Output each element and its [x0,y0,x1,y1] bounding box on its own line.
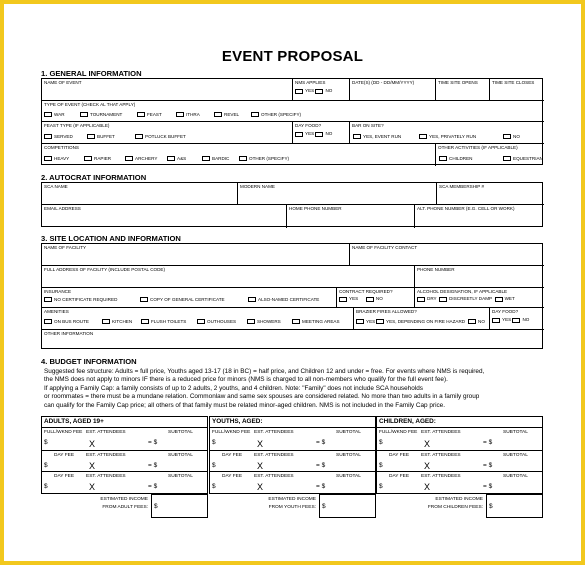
full-fee-label: FULL/WKND FEE [44,430,83,435]
nms-applies-field [293,79,350,101]
checkbox[interactable] [376,319,384,324]
dollar-sign: $ [379,483,383,490]
option-label: DISCREETLY DAMP [449,296,492,302]
other-activities-label: OTHER ACTIVITIES (IF APPLICABLE) [438,145,518,150]
dollar-sign: $ [489,503,493,510]
income-label: ESTIMATED INCOME [268,497,316,502]
home-phone-field[interactable] [287,205,415,228]
budget-column-youths [209,416,376,519]
subtotal-label: SUBTOTAL [168,430,193,435]
checkbox[interactable] [84,156,92,161]
facility-name-field[interactable] [42,244,350,266]
times-sign: X [89,439,96,449]
other-info-field[interactable] [42,330,544,350]
feast-served-option[interactable] [44,134,73,140]
yes-label: YES [305,131,315,137]
option-label: NO [478,319,485,324]
comp-archery-option[interactable] [125,156,157,162]
comp-other-option[interactable] [239,156,289,162]
option-label: SHOWERS [257,319,281,324]
dollar-sign: $ [379,439,383,446]
insurance-label: INSURANCE [44,289,72,294]
contract-label: CONTRACT REQUIRED? [339,289,393,294]
facility-contact-label: NAME OF FACILITY CONTACT [352,245,418,250]
checkbox[interactable] [214,112,222,117]
income-label: FROM ADULT FEES: [102,505,148,510]
budget-table [41,416,543,519]
budget-text-line: Suggested fee structure: Adults = full price, Youths aged 13-17 (18 in BC) = half price, and Children 12 and under = free. For events where NMS is required, [44,368,485,375]
checkbox[interactable] [135,134,143,139]
option-label: MEETING AREAS [302,319,340,324]
alt-phone-label: ALT. PHONE NUMBER (E.G. CELL OR WORK) [417,206,515,211]
option-label: WAR [54,112,65,117]
site-day-food-yes-checkbox[interactable] [492,318,500,323]
section-site-heading: 3. SITE LOCATION AND INFORMATION [41,234,181,243]
yes-label: YES [502,317,512,323]
checkbox[interactable] [248,297,256,302]
type-of-event-label: TYPE OF EVENT (CHECK AL THAT APPLY) [44,102,136,107]
alt-phone-field[interactable] [415,205,544,228]
times-sign: X [424,482,431,492]
dates-field[interactable] [350,79,436,101]
option-label: ARCHERY [135,156,158,161]
type-war-option[interactable] [44,112,65,118]
checkbox[interactable] [102,319,110,324]
checkbox[interactable] [87,134,95,139]
page-title: EVENT PROPOSAL [221,48,364,65]
email-label: EMAIL ADDRESS [44,206,81,211]
children-income-field[interactable] [486,494,543,518]
checkbox[interactable] [44,297,52,302]
bar-on-site-label: BAR ON SITE? [352,123,384,128]
option-label: YES, DEPENDING ON FIRE HAZARD [386,319,466,324]
equals-sign: = $ [148,483,158,490]
nms-yes-label: YES [305,88,315,94]
option-label: DRY [427,296,437,302]
option-label: OTHER (SPECIFY) [249,156,290,161]
contract-no-checkbox[interactable] [366,297,374,302]
full-fee-label: FULL/WKND FEE [212,430,251,435]
site-day-food-field [490,308,544,330]
checkbox[interactable] [202,156,210,161]
bar-on-site-field [350,122,544,144]
times-sign: X [257,461,264,471]
site-day-food-no-checkbox[interactable] [512,318,520,323]
amenity-outhouses-option[interactable] [197,319,236,325]
facility-address-label: FULL ADDRESS OF FACILITY (INCLUDE POSTAL CODE) [44,267,165,272]
time-opens-field[interactable] [436,79,490,101]
no-label: NO [522,317,530,323]
competitions-label: COMPETITIONS [44,145,79,150]
option-label: ITHRA [186,112,200,117]
option-label: FEAST [147,112,162,117]
no-label: NO [375,296,383,302]
feast-type-field [42,122,293,144]
times-sign: X [424,461,431,471]
est-attendees-label: EST. ATTENDEES [86,430,126,435]
facility-phone-label: PHONE NUMBER [417,267,455,272]
option-label: FLUSH TOILETS [151,319,187,324]
est-attendees-label: EST. ATTENDEES [421,474,461,479]
facility-phone-field[interactable] [415,266,544,288]
no-label: NO [325,131,333,137]
alcohol-damp-checkbox[interactable] [439,297,447,302]
option-label: YES, PRIVATELY RUN [429,134,477,139]
checkbox[interactable] [239,156,247,161]
type-tournament-option[interactable] [80,112,122,118]
checkbox[interactable] [503,156,511,161]
email-field[interactable] [42,205,287,228]
budget-text-line: If applying a Family Cap: a family consists of up to 2 adults, 2 youths, and 4 children. Note: "Family" does not include SCA households [44,384,423,392]
income-label: ESTIMATED INCOME [100,497,148,502]
est-attendees-label: EST. ATTENDEES [254,453,294,458]
contract-yes-checkbox[interactable] [339,297,347,302]
day-food-label: DAY FOOD? [295,123,322,128]
feast-type-label: FEAST TYPE (IF APPLICABLE) [44,123,110,128]
sca-name-label: SCA NAME [44,184,68,189]
budget-text-line: the NMS does not apply to minors IF there is a reduced price for minors (NMS is charged to all non-members who qualify for the full event fee). [44,376,448,384]
amenity-bus-option[interactable] [44,319,89,325]
sca-membership-label: SCA MEMBERSHIP # [439,184,485,189]
option-label: A&S [177,156,187,161]
times-sign: X [89,482,96,492]
budget-column-adults [41,416,208,519]
option-label: WET [504,296,515,302]
insurance-none-option[interactable] [44,297,117,303]
checkbox[interactable] [468,319,476,324]
option-label: POTLUCK BUFFET [145,134,186,139]
type-other-option[interactable] [251,112,301,118]
equals-sign: = $ [316,439,326,446]
checkbox[interactable] [503,134,511,139]
amenity-showers-option[interactable] [247,319,281,325]
insurance-also-named-option[interactable] [248,297,319,303]
contract-field [337,288,415,308]
times-sign: X [257,482,264,492]
amenity-kitchen-option[interactable] [102,319,132,325]
time-closes-label: TIME SITE CLOSES [492,80,535,85]
feast-buffet-option[interactable] [87,134,115,140]
activity-equestrian-option[interactable] [503,156,543,162]
times-sign: X [257,439,264,449]
sca-name-field[interactable] [42,183,238,205]
checkbox[interactable] [44,156,52,161]
option-label: ALSO-NAMED CERTIFICATE [258,297,320,302]
nms-yes-checkbox[interactable] [295,89,303,94]
section-autocrat-heading: 2. AUTOCRAT INFORMATION [41,173,147,182]
day-food-no-checkbox[interactable] [315,132,323,137]
dollar-sign: $ [212,483,216,490]
comp-heavy-option[interactable] [44,156,69,162]
comp-as-option[interactable] [167,156,186,162]
option-label: RAPIER [94,156,112,161]
checkbox[interactable] [353,134,361,139]
checkbox[interactable] [140,297,148,302]
insurance-general-option[interactable] [140,297,225,303]
equals-sign: = $ [483,439,493,446]
nms-applies-label: NMS APPLIES [295,80,326,85]
activity-children-option[interactable] [439,156,472,162]
site-table [41,243,543,349]
yes-label: YES [349,296,359,302]
facility-name-label: NAME OF FACILITY [44,245,87,250]
day-fee-label: DAY FEE [222,474,243,479]
income-label: FROM YOUTH FEES: [268,505,316,510]
option-label: KITCHEN [112,319,133,324]
times-sign: X [89,461,96,471]
budget-text-line: can qualify for the Family Cap price; all others of that family must be related minor-aged children. NMS is not included in the Family Cap price. [44,401,446,409]
option-label: OUTHOUSES [207,319,237,324]
day-food-yes-checkbox[interactable] [295,132,303,137]
day-food-field [293,122,350,144]
time-opens-label: TIME SITE OPENS [438,80,478,85]
est-attendees-label: EST. ATTENDEES [421,453,461,458]
equals-sign: = $ [148,439,158,446]
facility-address-field[interactable] [42,266,415,288]
est-attendees-label: EST. ATTENDEES [86,453,126,458]
checkbox[interactable] [197,319,205,324]
income-label: ESTIMATED INCOME [435,497,483,502]
brazier-depending-option[interactable] [376,319,465,325]
equals-sign: = $ [316,462,326,469]
times-sign: X [424,439,431,449]
option-label: OTHER (SPECIFY) [261,112,302,117]
brazier-no-option[interactable] [468,319,485,325]
checkbox[interactable] [125,156,133,161]
checkbox[interactable] [419,134,427,139]
section-general-heading: 1. GENERAL INFORMATION [41,69,142,78]
option-label: SERVED [54,134,73,139]
day-fee-label: DAY FEE [54,453,75,458]
subtotal-label: SUBTOTAL [336,453,361,458]
est-attendees-label: EST. ATTENDEES [254,430,294,435]
day-fee-label: DAY FEE [389,453,410,458]
modern-name-field[interactable] [238,183,437,205]
dollar-sign: $ [322,503,326,510]
checkbox[interactable] [247,319,255,324]
brazier-yes-option[interactable] [356,319,375,325]
time-closes-field[interactable] [490,79,544,101]
option-label: COPY OF GENERAL CERTIFICATE [150,297,225,302]
full-fee-label: FULL/WKND FEE [379,430,418,435]
subtotal-label: SUBTOTAL [503,474,528,479]
checkbox[interactable] [137,112,145,117]
bar-private-option[interactable] [419,134,476,140]
option-label: NO CERTIFICATE REQUIRED [54,297,118,302]
amenity-toilets-option[interactable] [141,319,186,325]
dollar-sign: $ [44,439,48,446]
other-activities-field [436,144,544,166]
home-phone-label: HOME PHONE NUMBER [289,206,342,211]
brazier-label: BRAZIER FIRES ALLOWED? [356,309,417,314]
subtotal-label: SUBTOTAL [336,430,361,435]
dates-label: DATE(S) (DD - DD/MM/YYYY) [352,80,415,85]
comp-rapier-option[interactable] [84,156,111,162]
option-label: CHILDREN [449,156,473,161]
checkbox[interactable] [292,319,300,324]
sca-membership-field[interactable] [437,183,544,205]
option-label: YES [366,319,376,324]
option-label: YES, EVENT RUN [363,134,402,139]
autocrat-table [41,182,543,227]
youth-income-field[interactable] [319,494,376,518]
option-label: ON BUS ROUTE [54,319,89,324]
children-heading: CHILDREN, AGED: [379,418,436,425]
checkbox[interactable] [167,156,175,161]
equals-sign: = $ [316,483,326,490]
site-day-food-label: DAY FOOD? [492,309,519,314]
checkbox[interactable] [80,112,88,117]
youths-heading: YOUTHS, AGED: [212,418,263,425]
alcohol-dry-checkbox[interactable] [417,297,425,302]
subtotal-label: SUBTOTAL [503,453,528,458]
dollar-sign: $ [212,439,216,446]
option-label: REVEL [224,112,240,117]
other-info-label: OTHER INFORMATION [44,331,94,336]
option-label: HEAVY [54,156,70,161]
option-label: NO [513,134,520,139]
est-attendees-label: EST. ATTENDEES [86,474,126,479]
est-attendees-label: EST. ATTENDEES [254,474,294,479]
budget-description [44,368,544,410]
nms-no-label: NO [325,88,333,94]
amenity-meeting-option[interactable] [292,319,340,325]
option-label: BARDIC [212,156,230,161]
checkbox[interactable] [356,319,364,324]
subtotal-label: SUBTOTAL [168,474,193,479]
equals-sign: = $ [483,462,493,469]
competitions-field [42,144,436,166]
day-fee-label: DAY FEE [389,474,410,479]
equals-sign: = $ [148,462,158,469]
modern-name-label: MODERN NAME [240,184,275,189]
amenities-label: AMENITIES [44,309,69,314]
checkbox[interactable] [439,156,447,161]
income-label: FROM CHILDREN FEES: [427,505,483,510]
adults-heading: ADULTS, AGED 19+ [44,418,104,425]
subtotal-label: SUBTOTAL [336,474,361,479]
budget-column-children [376,416,543,519]
subtotal-label: SUBTOTAL [168,453,193,458]
subtotal-label: SUBTOTAL [503,430,528,435]
type-ithra-option[interactable] [176,112,200,118]
day-fee-label: DAY FEE [222,453,243,458]
option-label: TOURNAMENT [90,112,123,117]
bar-event-run-option[interactable] [353,134,401,140]
day-fee-label: DAY FEE [54,474,75,479]
equals-sign: = $ [483,483,493,490]
checkbox[interactable] [44,319,52,324]
nms-no-checkbox[interactable] [315,89,323,94]
general-table [41,78,543,165]
est-attendees-label: EST. ATTENDEES [421,430,461,435]
section-budget-heading: 4. BUDGET INFORMATION [41,357,137,366]
dollar-sign: $ [212,462,216,469]
checkbox[interactable] [176,112,184,117]
checkbox[interactable] [251,112,259,117]
option-label: BUFFET [97,134,115,139]
bar-no-option[interactable] [503,134,520,140]
checkbox[interactable] [141,319,149,324]
dollar-sign: $ [44,483,48,490]
feast-potluck-option[interactable] [135,134,186,140]
facility-contact-field[interactable] [350,244,544,266]
budget-text-line: or roommates = there must be a mundane relation. Commonlaw and same sex spouses are considered related. No more than two adults in a family group [44,393,480,401]
dollar-sign: $ [44,462,48,469]
name-of-event-label: NAME OF EVENT [44,80,82,85]
option-label: EQUESTRIAN [513,156,543,161]
dollar-sign: $ [379,462,383,469]
adult-income-field[interactable] [151,494,208,518]
alcohol-label: ALCOHOL DESIGNATION, IF APPLICABLE [417,289,508,294]
dollar-sign: $ [154,503,158,510]
alcohol-field [415,288,544,308]
type-revel-option[interactable] [214,112,239,118]
comp-bardic-option[interactable] [202,156,229,162]
type-feast-option[interactable] [137,112,162,118]
checkbox[interactable] [44,134,52,139]
alcohol-wet-checkbox[interactable] [495,297,503,302]
name-of-event-field[interactable] [42,79,293,101]
checkbox[interactable] [44,112,52,117]
